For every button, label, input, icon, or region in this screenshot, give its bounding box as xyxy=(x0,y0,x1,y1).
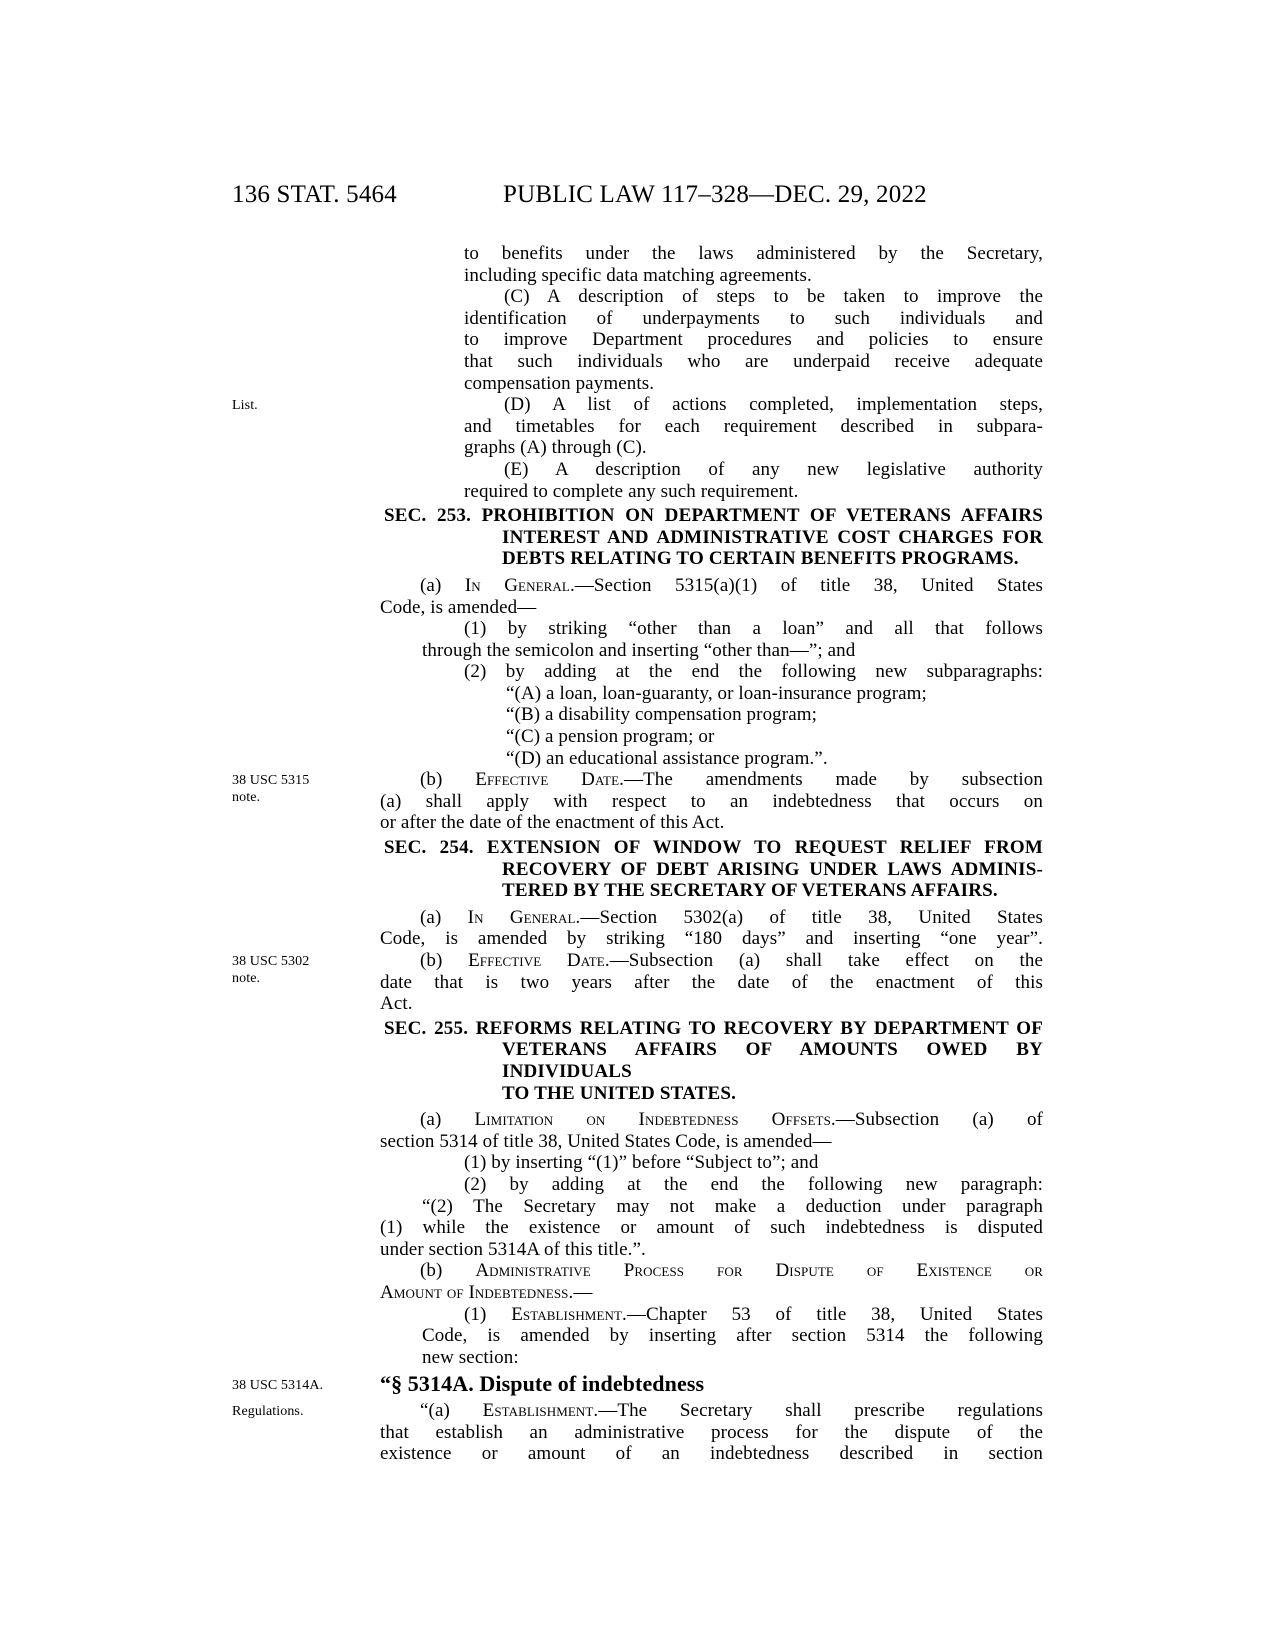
sec-253-a-paragraph-1-line xyxy=(422,640,1043,662)
sec-254-subsection-b-line xyxy=(420,950,1043,972)
text-segment: “(C) a pension program; or xyxy=(506,726,715,748)
paragraph-continuation xyxy=(380,243,1043,286)
text-segment: that such individuals who are underpaid receive adequate xyxy=(464,350,1043,372)
text-segment: INTEREST AND ADMINISTRATIVE COST CHARGES FOR xyxy=(502,526,1043,548)
text-segment: .—Section 5315(a)(1) of title 38, United States xyxy=(569,574,1043,596)
text-segment: SEC. 254. EXTENSION OF WINDOW TO REQUEST RELIEF FROM xyxy=(384,837,1043,859)
quoted-paragraph-2 xyxy=(380,1196,1043,1261)
smallcaps-text: In General xyxy=(464,574,570,596)
subparagraph-E xyxy=(380,459,1043,502)
subparagraph-C-line xyxy=(464,329,1043,351)
quoted-subparagraph-A xyxy=(380,683,1043,705)
text-segment: (2) by adding at the end the following new paragraph: xyxy=(464,1173,1043,1195)
sec-253-heading-line xyxy=(502,548,1043,570)
text-segment: or after the date of the enactment of this Act. xyxy=(380,812,725,834)
text-segment: (1) by inserting “(1)” before “Subject to”; and xyxy=(464,1152,819,1174)
sec-254-heading-line xyxy=(502,880,1043,902)
sec-255-heading-line xyxy=(384,1018,1043,1040)
sec-253-a-paragraph-2-line xyxy=(464,661,1043,683)
subparagraph-C xyxy=(380,286,1043,394)
text-segment: date that is two years after the date of the enactment of this xyxy=(380,971,1043,993)
text-segment: new section: xyxy=(422,1346,519,1368)
paragraph-continuation-line xyxy=(464,265,1043,287)
quoted-subparagraph-D-line xyxy=(506,748,1043,770)
subparagraph-C-line xyxy=(464,351,1043,373)
text-segment: DEBTS RELATING TO CERTAIN BENEFITS PROGRAMS. xyxy=(502,548,1019,570)
sec-254-heading-line xyxy=(384,837,1043,859)
text-segment: compensation payments. xyxy=(464,372,655,394)
quoted-subparagraph-B-line xyxy=(506,704,1043,726)
text-segment: (C) A description of steps to be taken to improve the xyxy=(504,286,1043,308)
smallcaps-text: Effective Date xyxy=(475,769,620,791)
text-segment: Act. xyxy=(380,993,413,1015)
subparagraph-D-line xyxy=(504,394,1043,416)
subparagraph-D-line xyxy=(464,416,1043,438)
text-segment: TO THE UNITED STATES. xyxy=(502,1082,737,1104)
sec-255-a-paragraph-2 xyxy=(380,1174,1043,1196)
usc-5314A-subsection-a-line xyxy=(380,1443,1043,1465)
text-segment: (b) xyxy=(420,950,469,971)
text-segment: Code, is amended by inserting after section 5314 the following xyxy=(422,1325,1043,1347)
sec-254-subsection-b-line xyxy=(380,972,1043,994)
margin-note-line: 38 USC 5302 xyxy=(232,954,310,969)
sec-253-subsection-b-line xyxy=(380,791,1043,813)
margin-note-line: Regulations. xyxy=(232,1404,304,1419)
sec-254-subsection-a-line xyxy=(420,907,1043,929)
quoted-subparagraph-D xyxy=(380,748,1043,770)
text-segment: (2) by adding at the end the following new subparagraphs: xyxy=(464,661,1043,683)
quoted-paragraph-2-line xyxy=(422,1196,1043,1218)
text-segment: “(D) an educational assistance program.”. xyxy=(506,747,828,769)
sec-255-subsection-b-line xyxy=(420,1260,1043,1282)
sec-255-b-paragraph-1-line xyxy=(422,1347,1043,1369)
smallcaps-text: Effective Date xyxy=(468,950,605,971)
sec-253-heading xyxy=(380,505,1043,570)
usc-5314A-subsection-a-line xyxy=(380,1422,1043,1444)
sec-255-heading xyxy=(380,1018,1043,1104)
text-segment: .—Subsection (a) of xyxy=(830,1109,1043,1131)
page-law-header: PUBLIC LAW 117–328—DEC. 29, 2022 xyxy=(503,181,927,208)
statute-body xyxy=(380,243,1043,1465)
quoted-paragraph-2-line xyxy=(380,1217,1043,1239)
text-segment: under section 5314A of this title.”. xyxy=(380,1238,646,1260)
sec-253-subsection-b xyxy=(380,769,1043,834)
text-segment: (E) A description of any new legislative authority xyxy=(504,458,1043,480)
subparagraph-E-line xyxy=(464,481,1043,503)
text-segment: “(A) a loan, loan-guaranty, or loan-insurance program; xyxy=(506,682,927,704)
quoted-subparagraph-C xyxy=(380,726,1043,748)
paragraph-continuation-line xyxy=(464,243,1043,265)
sec-255-subsection-b xyxy=(380,1260,1043,1303)
text-segment: “§ 5314A. Dispute of indebtedness xyxy=(380,1371,705,1397)
usc-5314A-heading xyxy=(380,1370,1043,1397)
text-segment: .— xyxy=(568,1281,593,1303)
text-segment: “(a) xyxy=(420,1400,483,1422)
sec-254-heading xyxy=(380,837,1043,902)
smallcaps-text: Administrative Process for Dispute of Existence or xyxy=(475,1260,1043,1282)
page-stat-number: 136 STAT. 5464 xyxy=(232,181,397,208)
sec-255-subsection-a-line xyxy=(420,1109,1043,1131)
smallcaps-text: Amount of Indebtedness xyxy=(380,1281,569,1303)
text-segment: including specific data matching agreements. xyxy=(464,264,812,286)
sec-255-b-paragraph-1 xyxy=(380,1304,1043,1369)
sec-254-subsection-b-line xyxy=(380,993,1043,1015)
text-segment: .—Section 5302(a) of title 38, United States xyxy=(575,906,1043,928)
margin-note-line: 38 USC 5315 xyxy=(232,773,310,788)
text-segment: (a) shall apply with respect to an indebtedness that occurs on xyxy=(380,790,1043,812)
text-segment: (1) xyxy=(464,1303,512,1325)
margin-note xyxy=(232,1403,372,1420)
sec-255-a-paragraph-1 xyxy=(380,1152,1043,1174)
sec-253-subsection-b-line xyxy=(420,769,1043,791)
text-segment: Code, is amended by striking “180 days” and inserting “one year”. xyxy=(380,928,1043,950)
smallcaps-text: In General xyxy=(467,906,576,928)
margin-note-line: 38 USC 5314A. xyxy=(232,1378,324,1393)
sec-254-subsection-a-line xyxy=(380,928,1043,950)
sec-253-subsection-a-line xyxy=(380,597,1043,619)
text-segment: (1) while the existence or amount of such indebtedness is disputed xyxy=(380,1217,1043,1239)
sec-255-b-paragraph-1-line xyxy=(464,1304,1043,1326)
sec-255-heading-line xyxy=(502,1083,1043,1105)
margin-note-line: note. xyxy=(232,790,261,805)
text-segment: that establish an administrative process for the dispute of the xyxy=(380,1421,1043,1443)
text-segment: required to complete any such requirement. xyxy=(464,480,799,502)
sec-255-subsection-b-line xyxy=(380,1282,1043,1304)
margin-note xyxy=(232,397,372,414)
sec-253-a-paragraph-2 xyxy=(380,661,1043,683)
text-segment: .—The amendments made by subsection xyxy=(619,769,1043,791)
text-segment: (b) xyxy=(420,769,476,791)
text-segment: TERED BY THE SECRETARY OF VETERANS AFFAIRS. xyxy=(502,880,998,902)
text-segment: RECOVERY OF DEBT ARISING UNDER LAWS ADMINIS- xyxy=(502,858,1043,880)
usc-5314A-subsection-a xyxy=(380,1400,1043,1465)
text-segment: .—Subsection (a) shall take effect on the xyxy=(604,950,1043,971)
sec-255-subsection-a xyxy=(380,1109,1043,1152)
text-segment: identification of underpayments to such individuals and xyxy=(464,307,1043,329)
margin-note xyxy=(232,772,372,806)
text-segment: section 5314 of title 38, United States Code, is amended— xyxy=(380,1130,832,1152)
margin-note xyxy=(232,1377,372,1394)
text-segment: through the semicolon and inserting “other than—”; and xyxy=(422,639,856,661)
smallcaps-text: Limitation on Indebtedness Offsets xyxy=(474,1109,831,1131)
text-segment: (a) xyxy=(420,1109,475,1131)
sec-254-heading-line xyxy=(502,859,1043,881)
text-segment: graphs (A) through (C). xyxy=(464,437,647,459)
margin-note-line: List. xyxy=(232,398,258,413)
quoted-subparagraph-A-line xyxy=(506,683,1043,705)
text-segment: (a) xyxy=(420,906,468,928)
sec-253-subsection-b-line xyxy=(380,812,1043,834)
text-segment: .—Chapter 53 of title 38, United States xyxy=(622,1303,1043,1325)
sec-253-a-paragraph-1 xyxy=(380,618,1043,661)
text-segment: VETERANS AFFAIRS OF AMOUNTS OWED BY INDIVIDUALS xyxy=(502,1039,1043,1082)
text-segment: “(B) a disability compensation program; xyxy=(506,704,817,726)
sec-253-heading-line xyxy=(502,527,1043,549)
text-segment: SEC. 255. REFORMS RELATING TO RECOVERY BY DEPARTMENT OF xyxy=(384,1017,1043,1039)
subparagraph-C-line xyxy=(504,286,1043,308)
sec-255-heading-line xyxy=(502,1039,1043,1082)
subparagraph-D-line xyxy=(464,437,1043,459)
smallcaps-text: Establishment xyxy=(482,1400,594,1422)
subparagraph-C-line xyxy=(464,308,1043,330)
smallcaps-text: Establishment xyxy=(511,1303,623,1325)
quoted-paragraph-2-line xyxy=(380,1239,1043,1261)
text-segment: (b) xyxy=(420,1260,476,1282)
text-segment: to improve Department procedures and policies to ensure xyxy=(464,329,1043,351)
subparagraph-D xyxy=(380,394,1043,459)
subparagraph-C-line xyxy=(464,373,1043,395)
sec-255-b-paragraph-1-line xyxy=(422,1325,1043,1347)
usc-5314A-heading-line xyxy=(380,1370,1043,1397)
sec-254-subsection-b xyxy=(380,950,1043,1015)
text-segment: SEC. 253. PROHIBITION ON DEPARTMENT OF VETERANS AFFAIRS xyxy=(384,505,1043,527)
sec-255-a-paragraph-2-line xyxy=(464,1174,1043,1196)
sec-255-subsection-a-line xyxy=(380,1131,1043,1153)
sec-253-subsection-a xyxy=(380,575,1043,618)
text-segment: and timetables for each requirement described in subpara- xyxy=(464,415,1043,437)
text-segment: (D) A list of actions completed, implementation steps, xyxy=(504,394,1043,416)
text-segment: to benefits under the laws administered by the Secretary, xyxy=(464,243,1043,264)
sec-253-a-paragraph-1-line xyxy=(464,618,1043,640)
sec-255-a-paragraph-1-line xyxy=(464,1152,1043,1174)
quoted-subparagraph-C-line xyxy=(506,726,1043,748)
subparagraph-E-line xyxy=(504,459,1043,481)
margin-note-line: note. xyxy=(232,971,261,986)
text-segment: Code, is amended— xyxy=(380,596,537,618)
sec-253-subsection-a-line xyxy=(420,575,1043,597)
margin-note xyxy=(232,953,372,987)
text-segment: .—The Secretary shall prescribe regulations xyxy=(593,1400,1043,1422)
text-segment: (a) xyxy=(420,574,465,596)
sec-253-heading-line xyxy=(384,505,1043,527)
text-segment: existence or amount of an indebtedness described in section xyxy=(380,1443,1043,1465)
sec-254-subsection-a xyxy=(380,907,1043,950)
quoted-subparagraph-B xyxy=(380,704,1043,726)
text-segment: (1) by striking “other than a loan” and all that follows xyxy=(464,618,1043,640)
text-segment: “(2) The Secretary may not make a deduction under paragraph xyxy=(422,1195,1043,1217)
usc-5314A-subsection-a-line xyxy=(420,1400,1043,1422)
